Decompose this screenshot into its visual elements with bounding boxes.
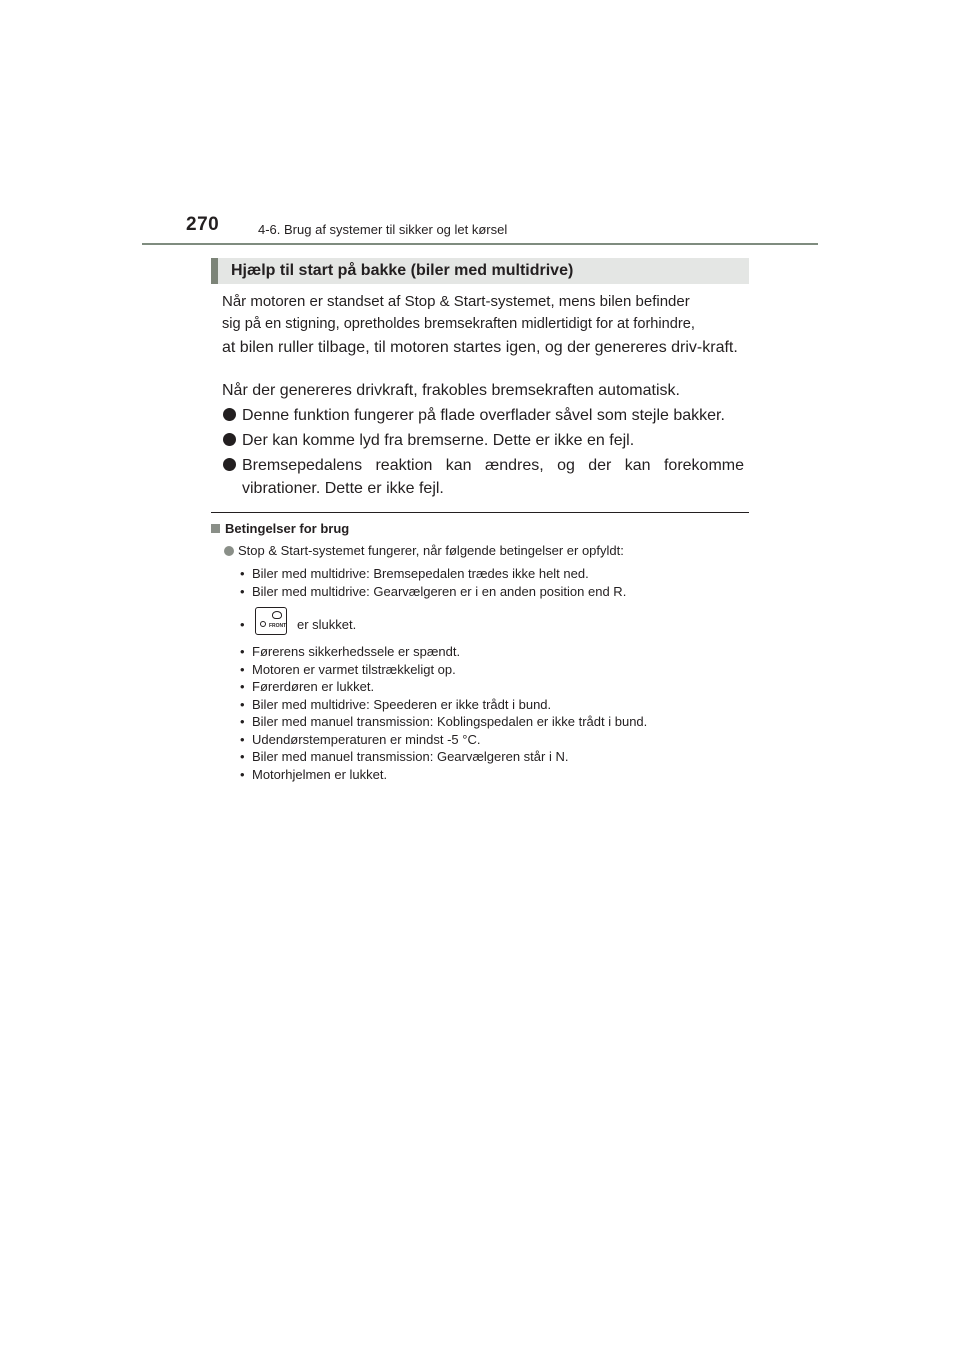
intro-line-2: sig på en stigning, opretholdes bremsekraften midlertidigt for at forhindre, <box>222 316 695 332</box>
intro-line-1: Når motoren er standset af Stop & Start-systemet, mens bilen befinder <box>222 293 690 310</box>
list-item: • Biler med multidrive: Speederen er ikke trådt i bund. <box>240 696 552 712</box>
bullet-dot-icon <box>223 458 236 471</box>
list-item: • Motorhjelmen er lukket. <box>240 766 388 782</box>
list-item: Denne funktion fungerer på flade overflader såvel som stejle bakker. <box>222 404 744 427</box>
note-condition: Stop & Start-systemet fungerer, når følgende betingelser er opfyldt: <box>224 543 624 558</box>
bullet-dot-icon <box>223 433 236 446</box>
chapter-title: 4-6. Brug af systemer til sikker og let kørsel <box>258 222 508 237</box>
feature-bullet-list <box>222 404 744 502</box>
list-item: • Udendørstemperaturen er mindst -5 °C. <box>240 731 481 747</box>
intro-line-rest: at bilen ruller tilbage, til motoren startes igen, og der genereres driv-kraft. <box>222 339 738 356</box>
bullet-dot-icon <box>223 408 236 421</box>
note-heading: Betingelser for brug <box>211 521 349 536</box>
page-number: 270 <box>186 214 220 235</box>
condition-list-top <box>240 565 740 600</box>
circle-bullet-icon <box>224 546 234 556</box>
list-item: • Biler med manuel transmission: Koblingspedalen er ikke trådt i bund. <box>240 714 648 729</box>
list-item: Bremsepedalens reaktion kan ændres, og der kan forekomme vibrationer. Dette er ikke fejl. <box>222 454 744 500</box>
section-title: Hjælp til start på bakke (biler med multidrive) <box>231 262 574 279</box>
section-divider <box>211 512 749 513</box>
list-item: • Biler med manuel transmission: Gearvælgeren står i N. <box>240 749 569 764</box>
list-item: • Førerens sikkerhedssele er spændt. <box>240 644 461 659</box>
list-item: • Biler med multidrive: Bremsepedalen trædes ikke helt ned. <box>240 566 589 581</box>
square-bullet-icon <box>211 524 220 533</box>
header-rule <box>142 243 818 245</box>
front-camera-switch-icon: FRONT <box>255 607 287 635</box>
list-item: • Motoren er varmet tilstrækkeligt op. <box>240 661 456 677</box>
list-item: • Biler med multidrive: Gearvælgeren er i en anden position end R. <box>240 583 627 599</box>
section-title-bar <box>211 258 749 284</box>
list-item: Der kan komme lyd fra bremserne. Dette er ikke en fejl. <box>222 429 744 452</box>
intro-paragraph <box>222 290 744 359</box>
second-paragraph: Når der genereres drivkraft, frakobles bremsekraften automatisk. <box>222 382 680 399</box>
list-item: • Førerdøren er lukket. <box>240 679 375 694</box>
condition-list-bottom <box>240 643 740 783</box>
